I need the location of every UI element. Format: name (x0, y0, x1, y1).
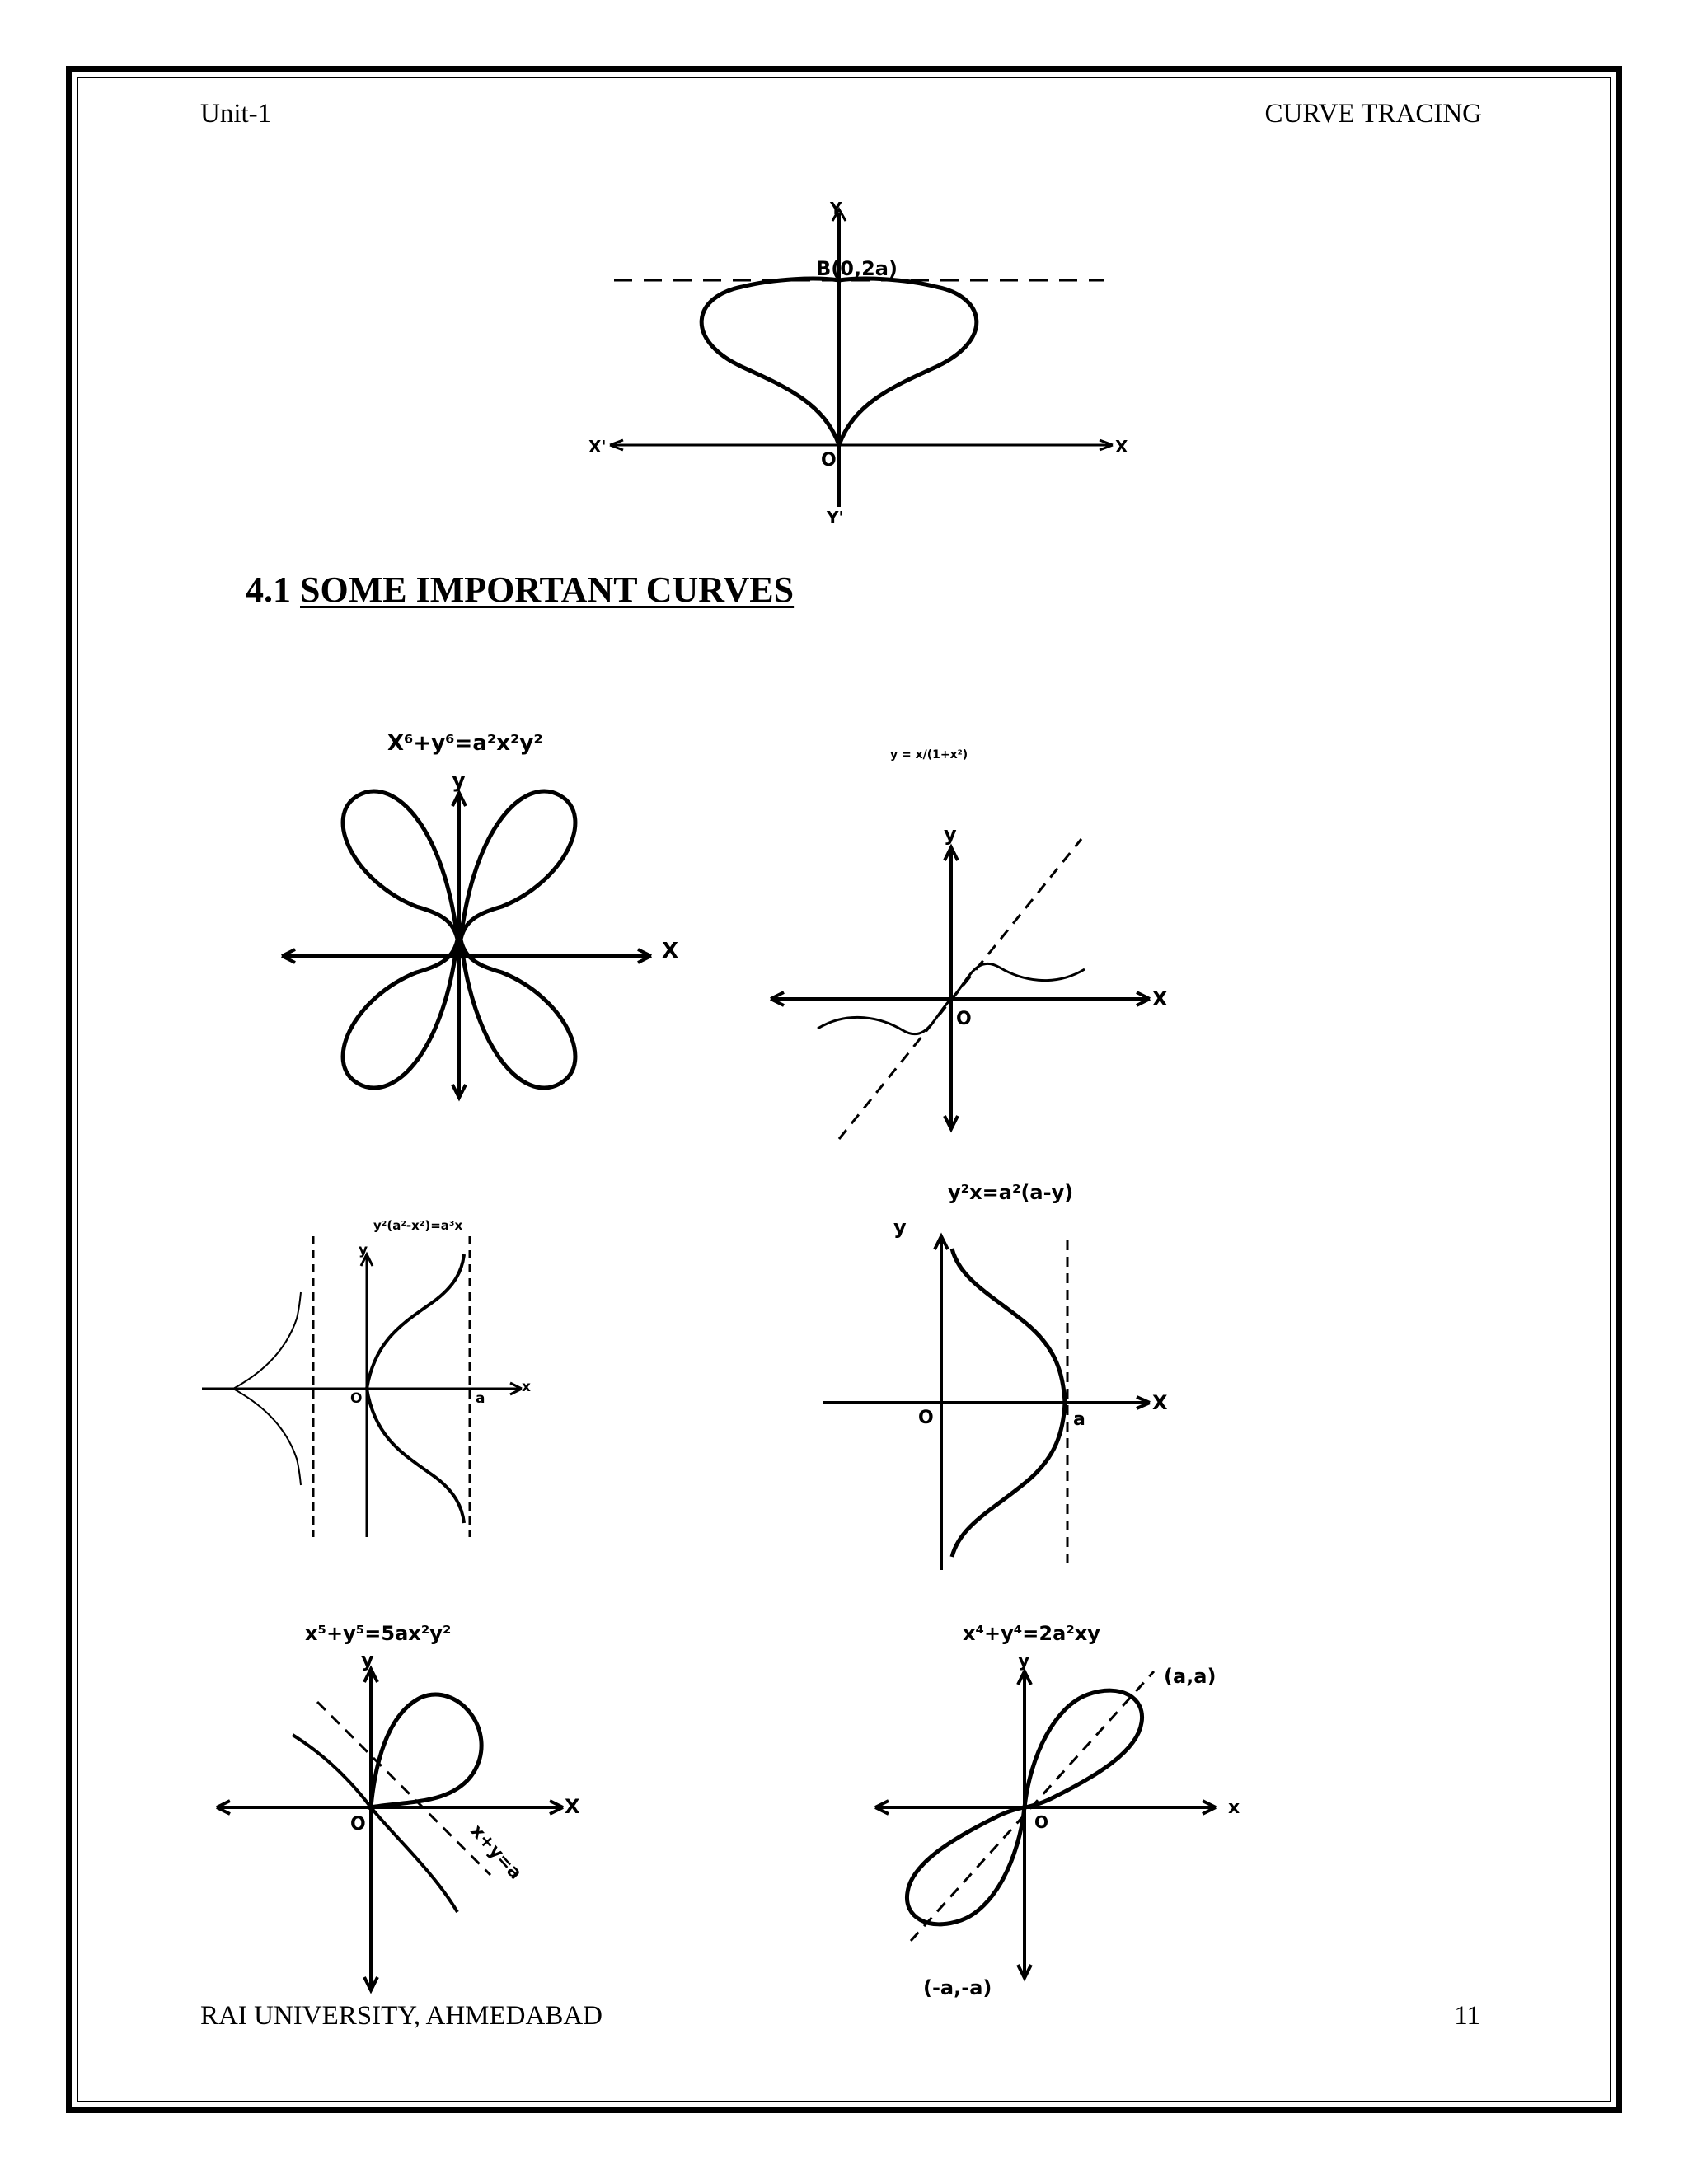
point-label: a (476, 1390, 485, 1407)
equation: x⁴+y⁴=2a²xy (963, 1622, 1100, 1645)
origin-label: O (350, 1390, 363, 1407)
y-label: y (944, 823, 957, 846)
loop-curve (371, 1694, 481, 1807)
x-label: X (1115, 437, 1128, 457)
curve-figure-2 (758, 733, 1203, 1162)
section-title-text: SOME IMPORTANT CURVES (300, 569, 795, 610)
line-label: x+y=a (466, 1821, 526, 1884)
x-label: X (1152, 987, 1168, 1010)
origin-label: O (956, 1009, 972, 1029)
page-number: 11 (1454, 2001, 1480, 2031)
section-number: 4.1 (246, 569, 291, 610)
y-label: y (359, 1242, 368, 1258)
curve-figure-4 (816, 1174, 1179, 1586)
equation: y²(a²-x²)=a³x (373, 1218, 463, 1233)
x-label: x (522, 1379, 531, 1395)
point-b-label: (-a,-a) (923, 1976, 992, 1999)
y-label: y (893, 1216, 907, 1239)
curve-figure-6 (865, 1615, 1278, 2011)
point-label: B(0,2a) (816, 257, 898, 280)
origin-label: O (918, 1408, 934, 1428)
equation: x⁵+y⁵=5ax²y² (305, 1622, 452, 1645)
footer-university: RAI UNIVERSITY, AHMEDABAD (200, 2001, 603, 2031)
header-unit: Unit-1 (200, 99, 272, 129)
point-a-label: (a,a) (1164, 1665, 1217, 1688)
curve-figure-3 (194, 1203, 556, 1549)
origin-label: O (821, 450, 837, 471)
loop-curve-lower (907, 1807, 1025, 1924)
x-label: X (1152, 1391, 1168, 1414)
curve-figure-5 (210, 1615, 598, 2003)
x-label: x (1228, 1797, 1240, 1818)
header-topic: CURVE TRACING (1264, 99, 1482, 129)
y-neg-label: Y' (827, 508, 844, 527)
curve-branch (293, 1735, 457, 1912)
origin-label: O (1034, 1812, 1049, 1832)
x-label: X (662, 939, 679, 963)
y-label: y (452, 768, 466, 793)
y-label: y (1018, 1651, 1030, 1671)
equation: y = x/(1+x²) (890, 748, 968, 762)
y-label: y (361, 1648, 374, 1671)
section-title (246, 569, 794, 611)
top-curve-figure (577, 198, 1137, 527)
y-label: Y (830, 199, 842, 218)
equation: y²x=a²(a-y) (948, 1181, 1074, 1204)
x-label: X (565, 1795, 580, 1818)
x-neg-label: X' (588, 437, 607, 457)
curve-figure-1 (272, 725, 701, 1104)
equation: X⁶+y⁶=a²x²y² (387, 731, 543, 756)
point-label: a (1073, 1409, 1085, 1430)
origin-label: O (350, 1814, 366, 1835)
asymptote (317, 1702, 490, 1875)
